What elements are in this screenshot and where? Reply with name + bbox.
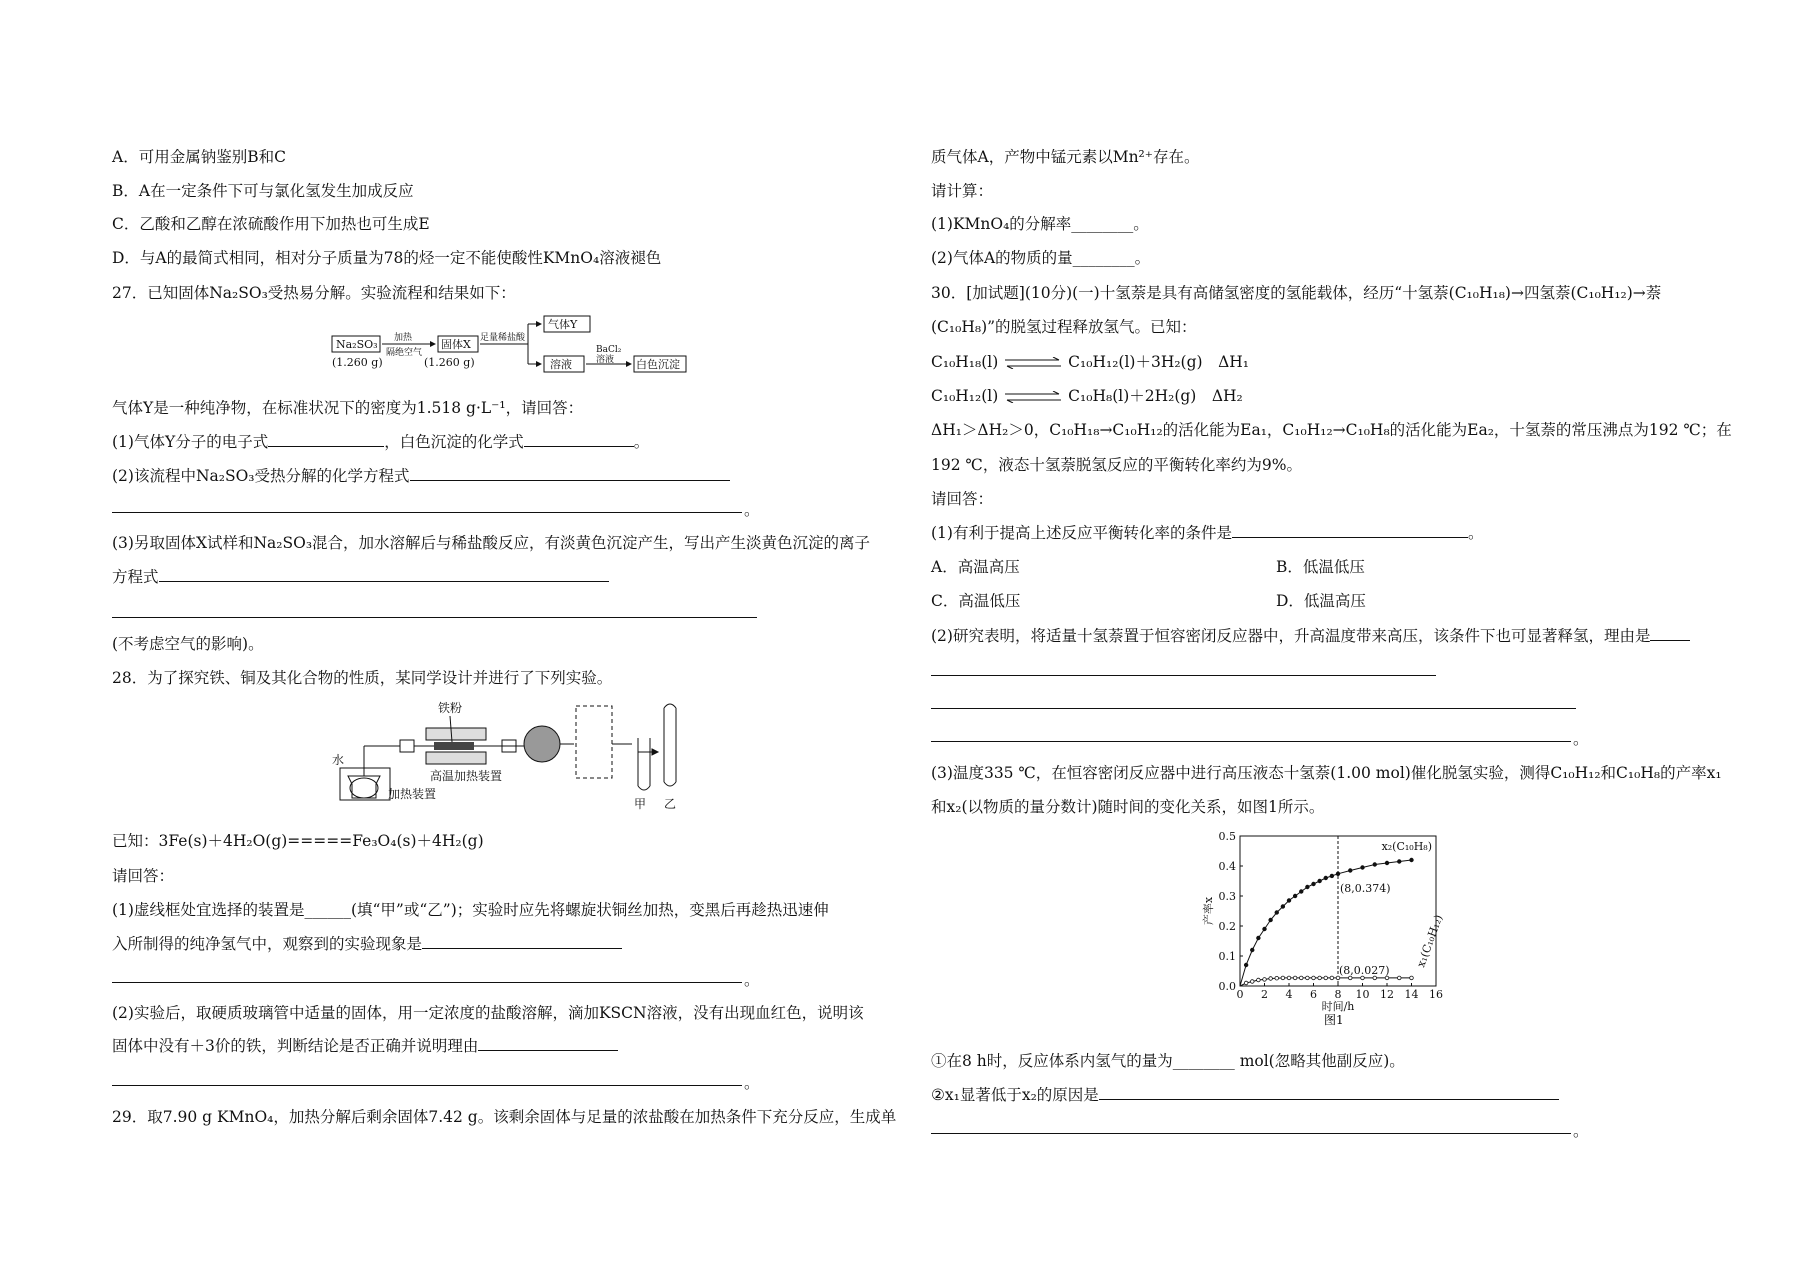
eq2-right: C₁₀H₈(l)＋2H₂(g) ΔH₂ [1068, 387, 1243, 405]
q29-part2: (2)气体A的物质的量________。 [931, 249, 1151, 267]
label-jia: 甲 [634, 797, 647, 810]
flow-box-solution: 溶液 [550, 358, 572, 371]
q27-part1-c: 。 [633, 433, 650, 451]
q27-stem: 27．已知固体Na₂SO₃受热易分解。实验流程和结果如下： [112, 284, 516, 302]
data-point [1281, 976, 1285, 980]
q28-part1-b [112, 934, 622, 954]
data-point [1287, 976, 1291, 980]
y-axis-label: 产率x [1202, 896, 1215, 926]
data-point [1299, 976, 1303, 980]
flow-arrow1-bottom: 隔绝空气 [386, 348, 423, 358]
x-tick-label: 14 [1404, 988, 1419, 1001]
q28-apparatus-diagram [330, 698, 690, 810]
y-tick-label: 0.5 [1218, 830, 1236, 843]
q29-stem: 29．取7.90 g KMnO₄，加热分解后剩余固体7.42 g。该剩余固体与足量的浓盐酸在加热条件下充分反应，生成单 [112, 1108, 897, 1126]
data-point [1257, 936, 1261, 940]
answer-rule[interactable] [931, 675, 1436, 676]
q30-part3-2-text: ②x₁显著低于x₂的原因是 [931, 1086, 1099, 1104]
label-high-heat: 高温加热装置 [430, 769, 503, 783]
q28-part1-text: 入所制得的纯净氢气中，观察到的实验现象是 [112, 935, 423, 953]
data-point [1324, 876, 1328, 880]
x-tick-label: 0 [1236, 988, 1244, 1001]
answer-blank[interactable] [478, 1036, 618, 1051]
data-point [1306, 976, 1310, 980]
period: 。 [1573, 730, 1589, 748]
equilibrium-arrows-icon [1003, 391, 1063, 403]
data-point [1348, 869, 1352, 873]
option-d: D．低温高压 [1276, 592, 1366, 610]
legend-x1: x₁(C₁₀H₁₂) [1414, 913, 1446, 970]
flow-mass-1: (1.260 g) [332, 356, 383, 369]
data-point [1275, 911, 1279, 915]
x-tick-label: 4 [1285, 988, 1293, 1001]
label-iron-powder: 铁粉 [438, 701, 463, 715]
data-point [1410, 976, 1414, 980]
answer-blank[interactable] [1099, 1085, 1559, 1100]
q30-part3-a: (3)温度335 ℃，在恒容密闭反应器中进行高压液态十氢萘(1.00 mol)催化脱氢实验，测得C₁₀H₁₂和C₁₀H₈的产率x₁ [931, 764, 1722, 782]
label-heater: 加热装置 [388, 787, 437, 801]
answer-blank[interactable] [159, 567, 609, 582]
y-tick-label: 0.3 [1218, 890, 1236, 903]
period: 。 [744, 1074, 760, 1092]
data-point [1410, 858, 1414, 862]
label-yi: 乙 [664, 797, 677, 810]
x-tick-label: 8 [1334, 988, 1342, 1001]
y-tick-label: 0.4 [1218, 860, 1236, 873]
q27-flow-diagram [330, 312, 690, 374]
data-point [1257, 978, 1261, 982]
answer-blank[interactable] [410, 466, 730, 481]
q29-ask: 请计算： [931, 182, 994, 200]
q26-option-d: D．与A的最简式相同，相对分子质量为78的烃一定不能使酸性KMnO₄溶液褪色 [112, 249, 662, 267]
q26-option-b: B．A在一定条件下可与氯化氢发生加成反应 [112, 182, 414, 200]
q27-part1-a: (1)气体Y分子的电子式 [112, 433, 269, 451]
answer-rule[interactable] [112, 512, 742, 513]
q28-known: 已知：3Fe(s)＋4H₂O(g)=====Fe₃O₄(s)＋4H₂(g) [112, 832, 484, 850]
figure-1-chart [1200, 826, 1460, 1030]
q30-part1 [931, 523, 1483, 543]
period: 。 [1467, 524, 1484, 542]
q29-continued: 质气体A，产物中锰元素以Mn²⁺存在。 [931, 148, 1200, 166]
data-point [1263, 927, 1267, 931]
flow-box-na2so3: Na₂SO₃ [336, 338, 378, 351]
q30-stem-c: ΔH₁＞ΔH₂＞0，C₁₀H₁₈→C₁₀H₁₂的活化能为Ea₁，C₁₀H₁₂→C₁₀H₈的活化能为Ea₂，十氢萘的常压沸点为192 ℃；在 [931, 421, 1732, 439]
q27-part3-label: 方程式 [112, 568, 159, 586]
data-point [1312, 882, 1316, 886]
data-point [1287, 899, 1291, 903]
q30-stem-d: 192 ℃，液态十氢萘脱氢反应的平衡转化率约为9%。 [931, 456, 1302, 474]
data-point [1269, 977, 1273, 981]
label-water: 水 [332, 753, 345, 767]
option-a: A．高温高压 [931, 558, 1020, 576]
answer-rule[interactable] [112, 982, 742, 983]
x-tick-label: 6 [1310, 988, 1317, 1001]
q28-part1-a: (1)虚线框处宜选择的装置是______(填“甲”或“乙”)；实验时应先将螺旋状铜丝加热，变黑后再趁热迅速伸 [112, 901, 829, 919]
equilibrium-arrows-icon [1003, 357, 1063, 369]
q28-part2-a: (2)实验后，取硬质玻璃管中适量的固体，用一定浓度的盐酸溶解，滴加KSCN溶液，没有出现血红色，说明该 [112, 1004, 864, 1022]
q28-part2-b [112, 1036, 618, 1056]
flow-box-solid-x: 固体X [441, 338, 471, 351]
annotation-x2: (8,0.374) [1340, 881, 1391, 895]
answer-blank[interactable] [1232, 523, 1468, 538]
data-point [1385, 861, 1389, 865]
data-point [1269, 918, 1273, 922]
q30-part3-1: ①在8 h时，反应体系内氢气的量为________ mol(忽略其他副反应)。 [931, 1052, 1405, 1070]
x-tick-label: 2 [1261, 988, 1268, 1001]
q30-part2-text: (2)研究表明，将适量十氢萘置于恒容密闭反应器中，升高温度带来高压，该条件下也可显著释氢，理由是 [931, 627, 1651, 645]
data-point [1336, 872, 1340, 876]
q26-option-a: A．可用金属钠鉴别B和C [112, 148, 286, 166]
x-tick-label: 16 [1429, 988, 1443, 1001]
data-point [1318, 976, 1322, 980]
data-point [1293, 976, 1297, 980]
q27-gas-info: 气体Y是一种纯净物，在标准状况下的密度为1.518 g·L⁻¹，请回答： [112, 399, 584, 417]
x-tick-label: 10 [1355, 988, 1370, 1001]
q28-stem: 28．为了探究铁、铜及其化合物的性质，某同学设计并进行了下列实验。 [112, 669, 613, 687]
q26-option-c: C．乙酸和乙醇在浓硫酸作用下加热也可生成E [112, 215, 430, 233]
q27-part3-b [112, 567, 609, 587]
data-point [1281, 905, 1285, 909]
data-point [1299, 890, 1303, 894]
period: 。 [1573, 1122, 1589, 1140]
answer-rule[interactable] [112, 617, 757, 618]
flow-arrow3-top: BaCl₂ [596, 345, 622, 355]
y-tick-label: 0.0 [1218, 980, 1236, 993]
q27-note: (不考虑空气的影响)。 [112, 635, 264, 653]
answer-rule[interactable] [931, 1133, 1571, 1134]
q30-part1-text: (1)有利于提高上述反应平衡转化率的条件是 [931, 524, 1232, 542]
answer-rule[interactable] [931, 741, 1571, 742]
eq1-left: C₁₀H₁₈(l) [931, 353, 999, 371]
data-point [1361, 866, 1365, 870]
q30-stem-a: 30．[加试题](10分)(一)十氢萘是具有高储氢密度的氢能载体，经历“十氢萘(C₁₀H₁₈)→四氢萘(C₁₀H₁₂)→萘 [931, 284, 1662, 302]
q27-part3-a: (3)另取固体X试样和Na₂SO₃混合，加水溶解后与稀盐酸反应，有淡黄色沉淀产生，写出产生淡黄色沉淀的离子 [112, 534, 871, 552]
q30-part2 [931, 626, 1690, 646]
q27-part1-b: ，白色沉淀的化学式 [384, 433, 524, 451]
answer-blank[interactable] [524, 432, 634, 447]
q30-part3-2 [931, 1085, 1559, 1105]
flow-mass-2: (1.260 g) [424, 356, 475, 369]
eq1-right: C₁₀H₁₂(l)＋3H₂(g) ΔH₁ [1068, 353, 1249, 371]
data-point [1244, 981, 1248, 985]
flow-box-white-ppt: 白色沉淀 [636, 358, 680, 371]
period: 。 [744, 971, 760, 989]
y-tick-label: 0.2 [1218, 920, 1236, 933]
answer-rule[interactable] [112, 1085, 742, 1086]
data-point [1244, 963, 1248, 967]
legend-x2: x₂(C₁₀H₈) [1381, 840, 1432, 853]
annotation-x1: (8,0.027) [1339, 963, 1390, 977]
q30-ask: 请回答： [931, 490, 994, 508]
x-axis-label: 时间/h [1321, 1000, 1355, 1013]
data-point [1324, 976, 1328, 980]
q30-part3-b: 和x₂(以物质的量分数计)随时间的变化关系，如图1所示。 [931, 798, 1325, 816]
data-point [1250, 948, 1254, 952]
equation-1 [931, 352, 1249, 372]
flow-arrow3-bottom: 溶液 [596, 355, 615, 365]
period: 。 [744, 501, 760, 519]
answer-blank[interactable] [422, 934, 622, 949]
q30-stem-b: (C₁₀H₈)”的脱氢过程释放氢气。已知： [931, 318, 1197, 336]
data-point [1250, 980, 1254, 984]
data-point [1263, 978, 1267, 982]
q27-part2 [112, 466, 730, 486]
x-tick-label: 12 [1380, 988, 1394, 1001]
data-point [1293, 894, 1297, 898]
data-point [1330, 976, 1334, 980]
q28-ask: 请回答： [112, 867, 175, 885]
y-tick-label: 0.1 [1218, 950, 1236, 963]
q28-part2-text: 固体中没有＋3价的铁，判断结论是否正确并说明理由 [112, 1037, 479, 1055]
q27-part2-text: (2)该流程中Na₂SO₃受热分解的化学方程式 [112, 467, 410, 485]
data-point [1330, 874, 1334, 878]
answer-rule[interactable] [931, 708, 1576, 709]
figure-caption: 图1 [1324, 1013, 1344, 1027]
answer-blank[interactable] [1650, 626, 1690, 641]
flow-arrow2-top: 足量稀盐酸 [480, 333, 526, 343]
option-c: C．高温低压 [931, 592, 1021, 610]
data-point [1312, 976, 1316, 980]
data-point [1397, 860, 1401, 864]
data-point [1306, 885, 1310, 889]
eq2-left: C₁₀H₁₂(l) [931, 387, 999, 405]
data-point [1275, 976, 1279, 980]
q27-part1 [112, 432, 649, 452]
q29-part1: (1)KMnO₄的分解率________。 [931, 215, 1149, 233]
data-point [1373, 863, 1377, 867]
flow-arrow1-top: 加热 [394, 333, 413, 343]
flow-box-gas-y: 气体Y [548, 318, 578, 331]
data-point [1397, 976, 1401, 980]
data-point [1318, 879, 1322, 883]
answer-blank[interactable] [268, 432, 384, 447]
option-b: B．低温低压 [1276, 558, 1365, 576]
equation-2 [931, 386, 1243, 406]
